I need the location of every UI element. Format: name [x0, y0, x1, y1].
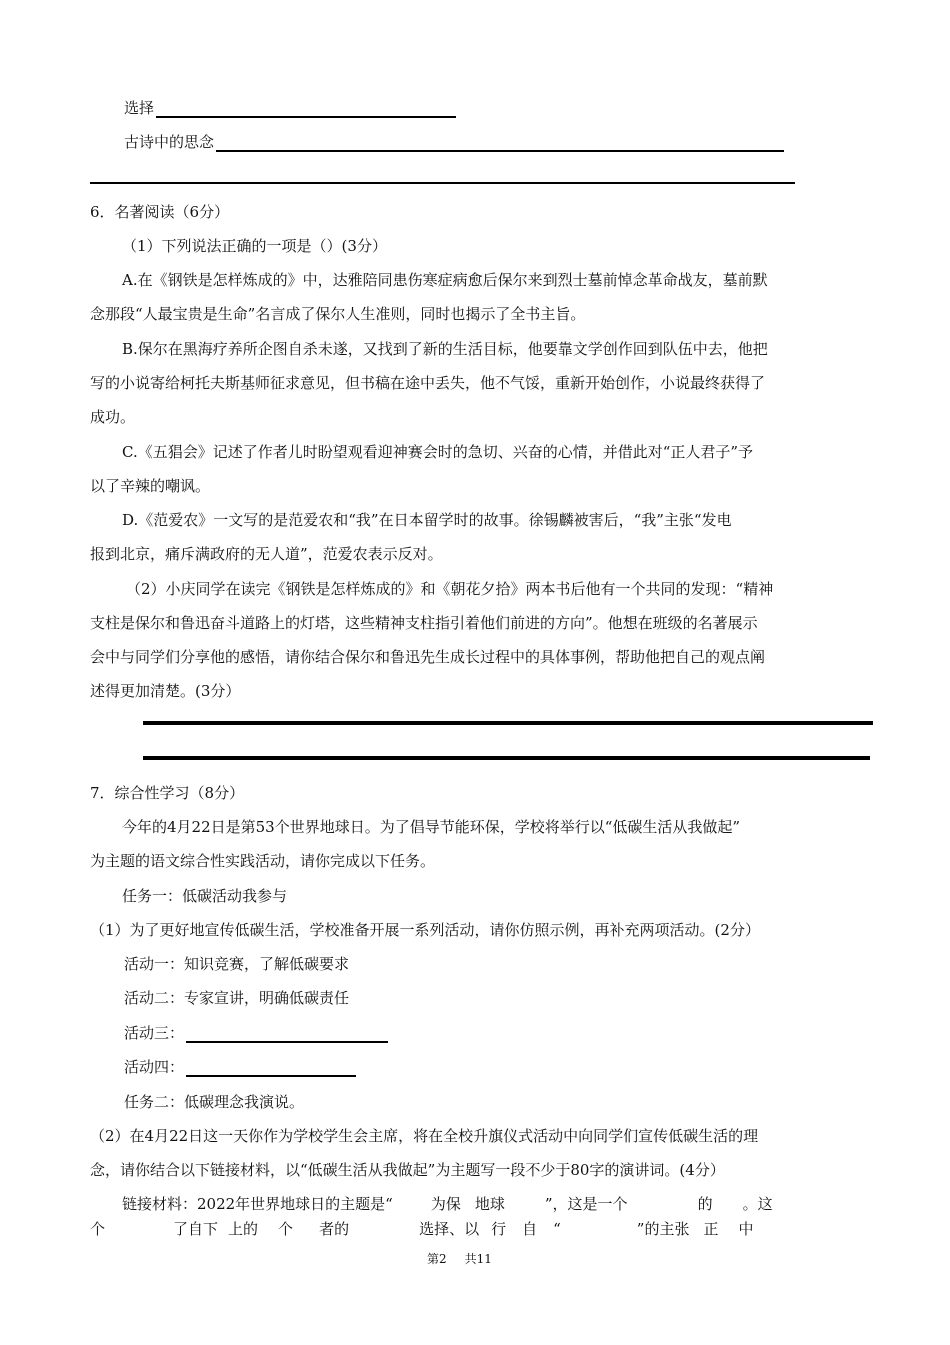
link-part-e: 的: [697, 1195, 713, 1213]
q7-sub2-line1: （2）在4月22日这一天你作为学校学生会主席，将在全校升旗仪式活动中向同学们宣传低碳生活的理: [90, 1127, 759, 1145]
choose-line: [124, 98, 456, 118]
q7-task2: 任务二：低碳理念我演说。: [124, 1093, 305, 1111]
link2-part-11: 正: [703, 1220, 719, 1238]
poem-label: 古诗中的思念: [124, 133, 215, 151]
q6-sub2-line4: 述得更加清楚。(3分）: [90, 682, 241, 700]
poem-line: [124, 132, 784, 152]
link2-part-12: 中: [738, 1220, 754, 1238]
q6-sub2-line3: 会中与同学们分享他的感悟，请你结合保尔和鲁迅先生成长过程中的具体事例，帮助他把自己的观点阐: [90, 648, 766, 666]
link-part-d: ”，这是一个: [544, 1195, 628, 1213]
q6-option-a-line1: A.在《钢铁是怎样炼成的》中，达雅陪同患伤寒症病愈后保尔来到烈士墓前悼念革命战友，墓前默: [122, 271, 768, 289]
answer-rule-3[interactable]: [143, 756, 870, 760]
link-part-b: 为保: [430, 1195, 461, 1213]
q6-heading: 6．名著阅读（6分）: [90, 203, 230, 221]
link2-part-4: 个: [278, 1220, 294, 1238]
q6-option-c-line1: C.《五猖会》记述了作者儿时盼望观看迎神赛会时的急切、兴奋的心情，并借此对“正人君子”予: [122, 443, 754, 461]
activity3-blank[interactable]: [186, 1025, 388, 1043]
choose-answer-blank[interactable]: [156, 100, 456, 118]
link2-part-6: 选择、以: [419, 1220, 480, 1238]
link2-part-3: 上的: [228, 1220, 259, 1238]
link-part-a: 链接材料：2022年世界地球日的主题是“: [122, 1195, 393, 1213]
q7-intro-line1: 今年的4月22日是第53个世界地球日。为了倡导节能环保，学校将举行以“低碳生活从我做起”: [122, 818, 741, 836]
link2-part-2: 了自下: [173, 1220, 219, 1238]
q6-option-d-line2: 报到北京，痛斥满政府的无人道”，范爱农表示反对。: [90, 545, 443, 563]
activity4-blank[interactable]: [186, 1059, 356, 1077]
q7-activity4-line: [124, 1057, 356, 1077]
page-number: 第2: [427, 1252, 447, 1266]
choose-label: 选择: [124, 99, 155, 117]
q7-link-material-line2: [90, 1219, 754, 1239]
link2-part-7: 行: [491, 1220, 507, 1238]
link2-part-8: 自: [522, 1220, 538, 1238]
q7-activity3-line: [124, 1023, 388, 1043]
q7-activity3-label: 活动三：: [124, 1024, 185, 1042]
q6-sub2-line1: （2）小庆同学在读完《钢铁是怎样炼成的》和《朝花夕拾》两本书后他有一个共同的发现：“精神: [126, 580, 774, 598]
answer-rule-1[interactable]: [90, 182, 795, 184]
q7-sub1: （1）为了更好地宣传低碳生活，学校准备开展一系列活动，请你仿照示例，再补充两项活动。(2分）: [90, 921, 760, 939]
q6-option-b-line1: B.保尔在黑海疗养所企图自杀未遂，又找到了新的生活目标，他要靠文学创作回到队伍中去，他把: [122, 340, 768, 358]
page-total: 共11: [464, 1252, 492, 1266]
q6-sub2-line2: 支柱是保尔和鲁迅奋斗道路上的灯塔，这些精神支柱指引着他们前进的方向”。他想在班级的名著展示: [90, 614, 758, 632]
link2-part-1: 个: [90, 1220, 106, 1238]
link2-part-9: “: [553, 1220, 561, 1238]
q7-task1: 任务一：低碳活动我参与: [122, 887, 288, 905]
q7-intro-line2: 为主题的语文综合性实践活动，请你完成以下任务。: [90, 852, 436, 870]
q6-sub1: （1）下列说法正确的一项是（）(3分）: [122, 237, 387, 255]
q7-link-material-line1: [122, 1194, 773, 1214]
answer-rule-2[interactable]: [143, 721, 873, 725]
q6-option-d-line1: D.《范爱农》一文写的是范爱农和“我”在日本留学时的故事。徐锡麟被害后，“我”主张“发电: [122, 511, 732, 529]
q7-activity4-label: 活动四：: [124, 1058, 185, 1076]
poem-answer-blank[interactable]: [216, 134, 784, 152]
q7-activity1: 活动一：知识竞赛，了解低碳要求: [124, 955, 350, 973]
q7-activity2: 活动二：专家宣讲，明确低碳责任: [124, 989, 350, 1007]
q6-option-b-line2: 写的小说寄给柯托夫斯基师征求意见，但书稿在途中丢失，他不气馁，重新开始创作，小说最终获得了: [90, 374, 766, 392]
q6-option-b-line3: 成功。: [90, 408, 136, 426]
q6-option-a-line2: 念那段“人最宝贵是生命”名言成了保尔人生准则，同时也揭示了全书主旨。: [90, 305, 586, 323]
link-part-c: 地球: [474, 1195, 505, 1213]
page-footer: [427, 1251, 492, 1267]
q7-heading: 7．综合性学习（8分）: [90, 784, 245, 802]
link-part-f: 。这: [742, 1195, 773, 1213]
link2-part-10: ”的主张: [636, 1220, 690, 1238]
link2-part-5: 者的: [319, 1220, 350, 1238]
q6-option-c-line2: 以了辛辣的嘲讽。: [90, 477, 211, 495]
q7-sub2-line2: 念，请你结合以下链接材料，以“低碳生活从我做起”为主题写一段不少于80字的演讲词。(4分）: [90, 1161, 725, 1179]
